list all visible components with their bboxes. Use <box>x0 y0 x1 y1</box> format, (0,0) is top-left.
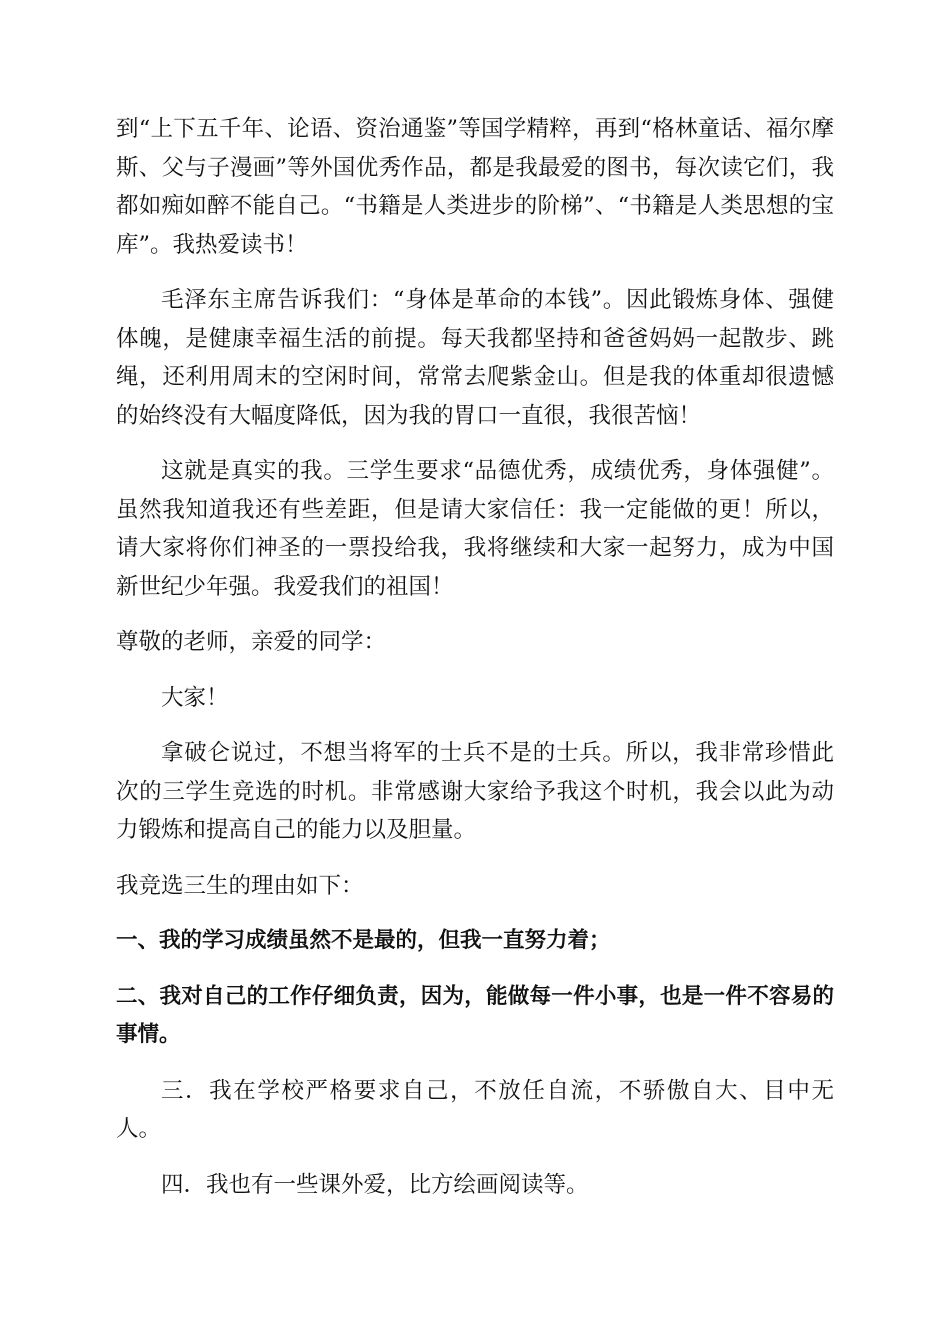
reason-four: 四．我也有一些课外爱，比方绘画阅读等。 <box>161 1171 589 1198</box>
reason-two: 二、我对自己的工作仔细负责，因为，能做每一件小事，也是一件不容易的事情。 <box>116 983 834 1047</box>
reason-three: 三．我在学校严格要求自己，不放任自流，不骄傲自大、目中无人。 <box>116 1077 834 1142</box>
paragraph-conclusion: 这就是真实的我。三学生要求“品德优秀，成绩优秀，身体强健”。虽然我知道我还有些差距，但是请大家信任：我一定能做的更！所以，请大家将你们神圣的一票投给我，我将继续和大家一起努力，成为中国新世纪少年强。我爱我们的祖国！ <box>116 458 834 600</box>
greeting: 大家！ <box>161 684 229 711</box>
reasons-intro: 我竞选三生的理由如下： <box>116 872 364 899</box>
paragraph-napoleon: 拿破仑说过，不想当将军的士兵不是的士兵。所以，我非常珍惜此次的三学生竞选的时机。非常感谢大家给予我这个时机，我会以此为动力锻炼和提高自己的能力以及胆量。 <box>116 740 834 843</box>
reason-one: 一、我的学习成绩虽然不是最的，但我一直努力着； <box>116 928 611 953</box>
paragraph-reading: 到“上下五千年、论语、资治通鉴”等国学精粹，再到“格林童话、福尔摩斯、父与子漫画”等外国优秀作品，都是我最爱的图书，每次读它们，我都如痴如醉不能自己。“书籍是人类进步的阶梯”、“书籍是人类思想的宝库”。我热爱读书！ <box>116 116 834 258</box>
paragraph-exercise: 毛泽东主席告诉我们：“身体是革命的本钱”。因此锻炼身体、强健体魄，是健康幸福生活的前提。每天我都坚持和爸爸妈妈一起散步、跳绳，还利用周末的空闲时间，常常去爬紫金山。但是我的体重却很遗憾的始终没有大幅度降低，因为我的胃口一直很，我很苦恼！ <box>116 287 834 429</box>
salutation: 尊敬的老师，亲爱的同学： <box>116 629 387 655</box>
document-body <box>116 110 834 1221</box>
